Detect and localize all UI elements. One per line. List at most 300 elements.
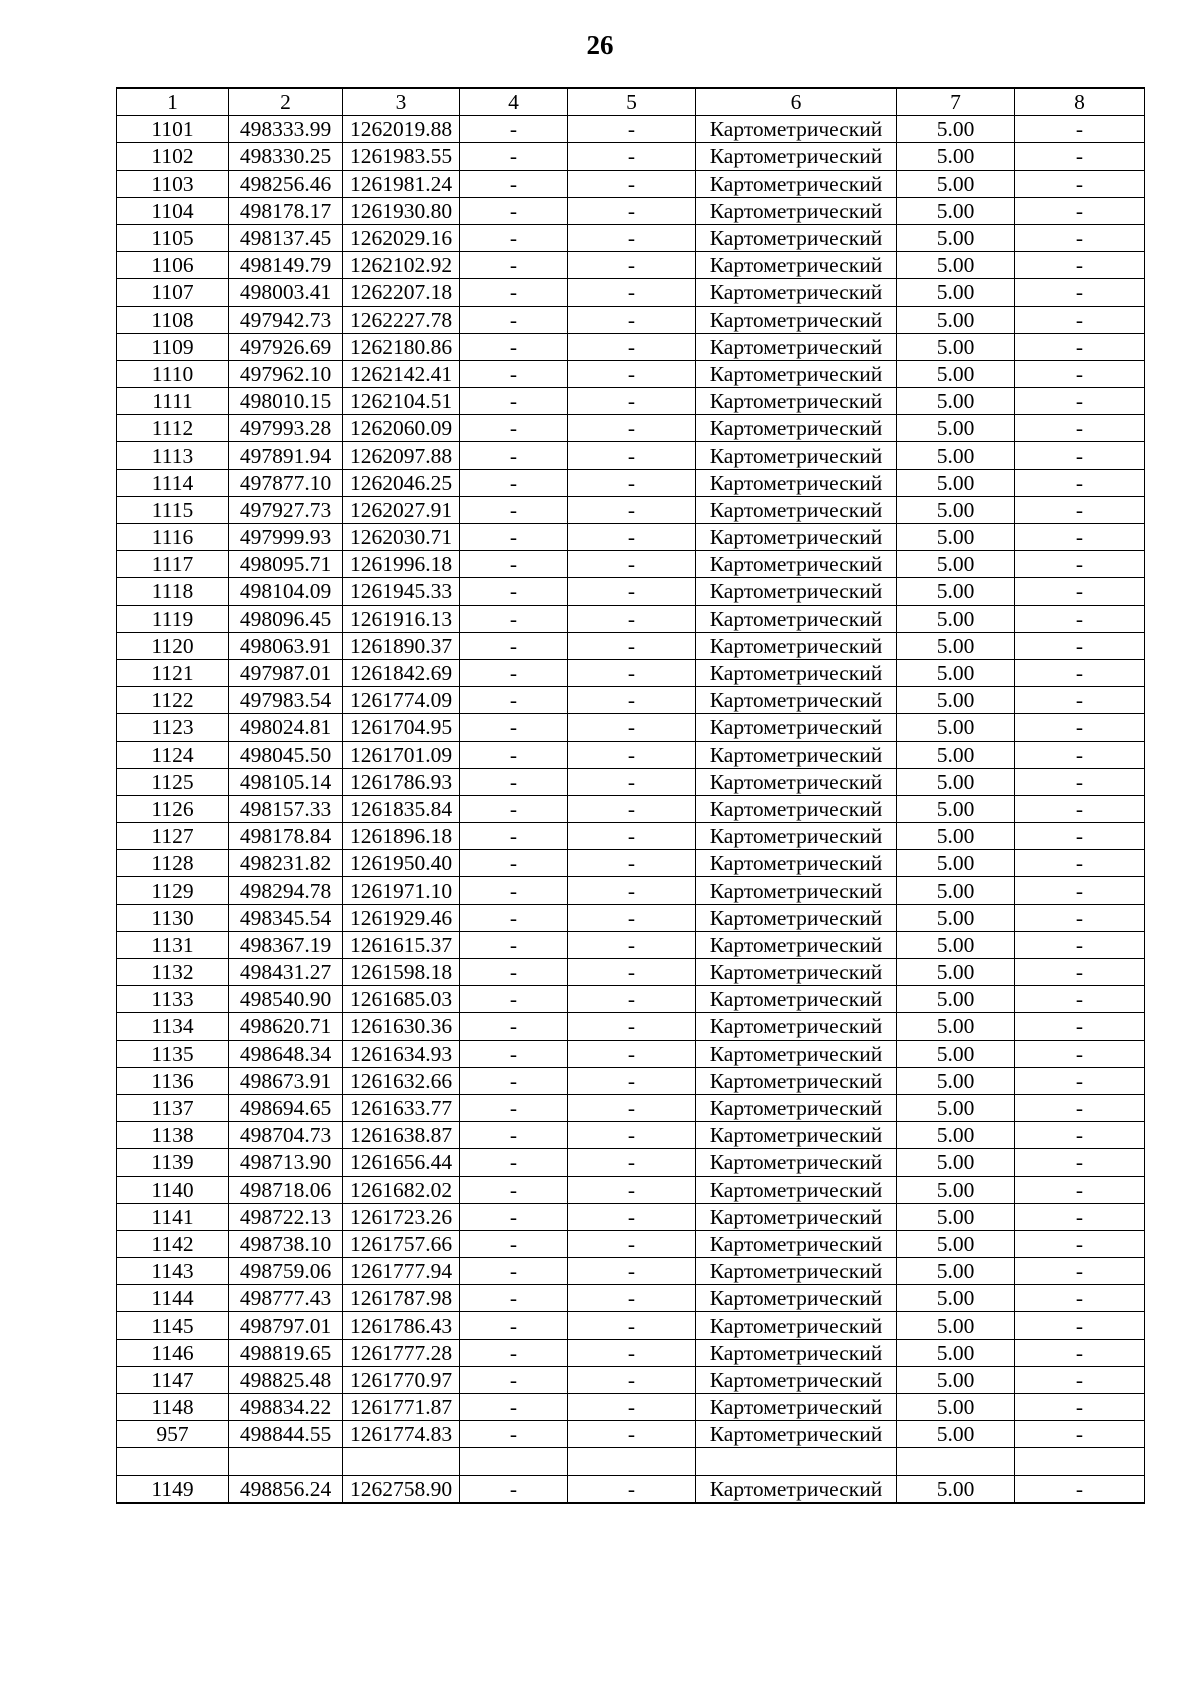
column-5-cell: -	[568, 1339, 696, 1366]
method-cell: Картометрический	[696, 959, 897, 986]
y-coordinate-cell: 1261916.13	[343, 605, 460, 632]
y-coordinate-cell: 1261632.66	[343, 1067, 460, 1094]
column-header: 2	[229, 88, 343, 116]
point-number-cell: 1102	[117, 143, 229, 170]
column-4-cell: -	[460, 687, 568, 714]
page-number: 26	[586, 30, 614, 60]
point-number-cell: 1120	[117, 632, 229, 659]
accuracy-cell: 5.00	[897, 306, 1015, 333]
accuracy-cell: 5.00	[897, 959, 1015, 986]
column-4-cell: -	[460, 768, 568, 795]
point-number-cell: 1142	[117, 1230, 229, 1257]
x-coordinate-cell: 497877.10	[229, 469, 343, 496]
column-4-cell: -	[460, 823, 568, 850]
accuracy-cell: 5.00	[897, 469, 1015, 496]
column-8-cell: -	[1015, 959, 1145, 986]
table-row	[117, 1285, 1145, 1312]
column-4-cell: -	[460, 1040, 568, 1067]
table-row	[117, 496, 1145, 523]
table-row	[117, 768, 1145, 795]
method-cell: Картометрический	[696, 904, 897, 931]
point-number-cell: 1108	[117, 306, 229, 333]
y-coordinate-cell: 1262097.88	[343, 442, 460, 469]
x-coordinate-cell: 498738.10	[229, 1230, 343, 1257]
accuracy-cell: 5.00	[897, 986, 1015, 1013]
column-5-cell: -	[568, 1421, 696, 1448]
method-cell: Картометрический	[696, 279, 897, 306]
x-coordinate-cell: 497987.01	[229, 659, 343, 686]
column-5-cell: -	[568, 850, 696, 877]
accuracy-cell: 5.00	[897, 252, 1015, 279]
column-5-cell: -	[568, 904, 696, 931]
column-5-cell: -	[568, 306, 696, 333]
column-8-cell: -	[1015, 1258, 1145, 1285]
table-body	[117, 116, 1145, 1503]
column-8-cell: -	[1015, 306, 1145, 333]
y-coordinate-cell: 1261835.84	[343, 795, 460, 822]
column-4-cell: -	[460, 1258, 568, 1285]
point-number-cell: 1121	[117, 659, 229, 686]
table-row	[117, 360, 1145, 387]
method-cell: Картометрический	[696, 1176, 897, 1203]
method-cell: Картометрический	[696, 524, 897, 551]
accuracy-cell: 5.00	[897, 388, 1015, 415]
column-5-cell: -	[568, 170, 696, 197]
method-cell: Картометрический	[696, 469, 897, 496]
table-row	[117, 469, 1145, 496]
accuracy-cell: 5.00	[897, 415, 1015, 442]
x-coordinate-cell: 498367.19	[229, 931, 343, 958]
point-number-cell: 1140	[117, 1176, 229, 1203]
x-coordinate-cell: 498825.48	[229, 1366, 343, 1393]
y-coordinate-cell: 1262207.18	[343, 279, 460, 306]
column-5-cell: -	[568, 116, 696, 143]
x-coordinate-cell: 497983.54	[229, 687, 343, 714]
table-row	[117, 1013, 1145, 1040]
column-4-cell: -	[460, 959, 568, 986]
column-5-cell: -	[568, 1122, 696, 1149]
x-coordinate-cell: 498137.45	[229, 224, 343, 251]
column-4-cell: -	[460, 1013, 568, 1040]
table-row	[117, 877, 1145, 904]
column-5-cell: -	[568, 1013, 696, 1040]
accuracy-cell: 5.00	[897, 1421, 1015, 1448]
column-8-cell: -	[1015, 1094, 1145, 1121]
method-cell: Картометрический	[696, 1366, 897, 1393]
point-number-cell: 1123	[117, 714, 229, 741]
column-4-cell: -	[460, 659, 568, 686]
x-coordinate-cell: 498704.73	[229, 1122, 343, 1149]
x-coordinate-cell: 497993.28	[229, 415, 343, 442]
y-coordinate-cell: 1261777.28	[343, 1339, 460, 1366]
column-5-cell: -	[568, 877, 696, 904]
y-coordinate-cell: 1262027.91	[343, 496, 460, 523]
column-8-cell: -	[1015, 714, 1145, 741]
column-5-cell: -	[568, 388, 696, 415]
column-8-cell	[1015, 1448, 1145, 1475]
method-cell: Картометрический	[696, 306, 897, 333]
point-number-cell: 1106	[117, 252, 229, 279]
method-cell: Картометрический	[696, 333, 897, 360]
method-cell: Картометрический	[696, 442, 897, 469]
column-4-cell: -	[460, 578, 568, 605]
column-4-cell: -	[460, 632, 568, 659]
column-5-cell: -	[568, 415, 696, 442]
y-coordinate-cell: 1261950.40	[343, 850, 460, 877]
accuracy-cell: 5.00	[897, 850, 1015, 877]
y-coordinate-cell: 1261930.80	[343, 197, 460, 224]
point-number-cell	[117, 1448, 229, 1475]
x-coordinate-cell: 498431.27	[229, 959, 343, 986]
accuracy-cell: 5.00	[897, 659, 1015, 686]
column-4-cell: -	[460, 197, 568, 224]
x-coordinate-cell: 498844.55	[229, 1421, 343, 1448]
point-number-cell: 1101	[117, 116, 229, 143]
accuracy-cell: 5.00	[897, 795, 1015, 822]
table-row	[117, 1122, 1145, 1149]
y-coordinate-cell: 1261638.87	[343, 1122, 460, 1149]
column-4-cell: -	[460, 442, 568, 469]
table-row	[117, 904, 1145, 931]
accuracy-cell: 5.00	[897, 1094, 1015, 1121]
method-cell: Картометрический	[696, 823, 897, 850]
point-number-cell: 1143	[117, 1258, 229, 1285]
y-coordinate-cell: 1261786.43	[343, 1312, 460, 1339]
column-5-cell: -	[568, 741, 696, 768]
column-5-cell: -	[568, 524, 696, 551]
column-5-cell: -	[568, 496, 696, 523]
x-coordinate-cell: 498096.45	[229, 605, 343, 632]
column-4-cell: -	[460, 1122, 568, 1149]
x-coordinate-cell: 497962.10	[229, 360, 343, 387]
accuracy-cell: 5.00	[897, 1176, 1015, 1203]
accuracy-cell: 5.00	[897, 1040, 1015, 1067]
accuracy-cell: 5.00	[897, 496, 1015, 523]
column-4-cell: -	[460, 1475, 568, 1503]
column-8-cell: -	[1015, 877, 1145, 904]
method-cell: Картометрический	[696, 551, 897, 578]
table-row	[117, 170, 1145, 197]
method-cell: Картометрический	[696, 1475, 897, 1503]
x-coordinate-cell: 498694.65	[229, 1094, 343, 1121]
method-cell: Картометрический	[696, 1230, 897, 1257]
column-8-cell: -	[1015, 1475, 1145, 1503]
y-coordinate-cell: 1262758.90	[343, 1475, 460, 1503]
accuracy-cell: 5.00	[897, 143, 1015, 170]
accuracy-cell: 5.00	[897, 741, 1015, 768]
column-4-cell: -	[460, 877, 568, 904]
x-coordinate-cell: 497927.73	[229, 496, 343, 523]
y-coordinate-cell: 1262030.71	[343, 524, 460, 551]
point-number-cell: 1113	[117, 442, 229, 469]
column-8-cell: -	[1015, 469, 1145, 496]
accuracy-cell: 5.00	[897, 877, 1015, 904]
accuracy-cell: 5.00	[897, 714, 1015, 741]
column-header: 7	[897, 88, 1015, 116]
y-coordinate-cell: 1261633.77	[343, 1094, 460, 1121]
point-number-cell: 1136	[117, 1067, 229, 1094]
method-cell: Картометрический	[696, 795, 897, 822]
column-4-cell: -	[460, 714, 568, 741]
point-number-cell: 1122	[117, 687, 229, 714]
table-header-row	[117, 88, 1145, 116]
y-coordinate-cell: 1261723.26	[343, 1203, 460, 1230]
y-coordinate-cell: 1261774.09	[343, 687, 460, 714]
accuracy-cell: 5.00	[897, 224, 1015, 251]
column-8-cell: -	[1015, 1366, 1145, 1393]
accuracy-cell: 5.00	[897, 1122, 1015, 1149]
column-8-cell: -	[1015, 170, 1145, 197]
column-8-cell: -	[1015, 1203, 1145, 1230]
x-coordinate-cell: 498673.91	[229, 1067, 343, 1094]
x-coordinate-cell: 498045.50	[229, 741, 343, 768]
y-coordinate-cell: 1261787.98	[343, 1285, 460, 1312]
table-row	[117, 1176, 1145, 1203]
y-coordinate-cell: 1261929.46	[343, 904, 460, 931]
column-4-cell	[460, 1448, 568, 1475]
method-cell: Картометрический	[696, 1312, 897, 1339]
accuracy-cell: 5.00	[897, 360, 1015, 387]
table-row	[117, 605, 1145, 632]
y-coordinate-cell: 1262029.16	[343, 224, 460, 251]
point-number-cell: 1144	[117, 1285, 229, 1312]
method-cell: Картометрический	[696, 741, 897, 768]
x-coordinate-cell: 498256.46	[229, 170, 343, 197]
column-4-cell: -	[460, 1312, 568, 1339]
x-coordinate-cell: 498178.17	[229, 197, 343, 224]
column-8-cell: -	[1015, 1067, 1145, 1094]
x-coordinate-cell: 498105.14	[229, 768, 343, 795]
column-8-cell: -	[1015, 1312, 1145, 1339]
method-cell: Картометрический	[696, 1149, 897, 1176]
x-coordinate-cell: 498713.90	[229, 1149, 343, 1176]
y-coordinate-cell: 1261890.37	[343, 632, 460, 659]
method-cell: Картометрический	[696, 252, 897, 279]
point-number-cell: 1129	[117, 877, 229, 904]
method-cell: Картометрический	[696, 1285, 897, 1312]
accuracy-cell: 5.00	[897, 551, 1015, 578]
column-5-cell: -	[568, 659, 696, 686]
x-coordinate-cell: 498648.34	[229, 1040, 343, 1067]
accuracy-cell: 5.00	[897, 1339, 1015, 1366]
column-8-cell: -	[1015, 116, 1145, 143]
column-8-cell: -	[1015, 605, 1145, 632]
accuracy-cell: 5.00	[897, 170, 1015, 197]
column-5-cell: -	[568, 1176, 696, 1203]
accuracy-cell: 5.00	[897, 524, 1015, 551]
column-4-cell: -	[460, 1230, 568, 1257]
method-cell: Картометрический	[696, 1394, 897, 1421]
x-coordinate-cell: 497999.93	[229, 524, 343, 551]
y-coordinate-cell: 1262180.86	[343, 333, 460, 360]
point-number-cell: 1125	[117, 768, 229, 795]
point-number-cell: 1141	[117, 1203, 229, 1230]
method-cell: Картометрический	[696, 1040, 897, 1067]
column-5-cell: -	[568, 1258, 696, 1285]
table-row	[117, 524, 1145, 551]
column-5-cell: -	[568, 632, 696, 659]
accuracy-cell: 5.00	[897, 197, 1015, 224]
column-8-cell: -	[1015, 279, 1145, 306]
column-5-cell: -	[568, 279, 696, 306]
column-4-cell: -	[460, 360, 568, 387]
accuracy-cell: 5.00	[897, 768, 1015, 795]
method-cell: Картометрический	[696, 1339, 897, 1366]
y-coordinate-cell: 1261701.09	[343, 741, 460, 768]
column-8-cell: -	[1015, 1176, 1145, 1203]
table-row	[117, 1258, 1145, 1285]
x-coordinate-cell	[229, 1448, 343, 1475]
table-row	[117, 1203, 1145, 1230]
method-cell: Картометрический	[696, 1421, 897, 1448]
column-5-cell: -	[568, 333, 696, 360]
y-coordinate-cell: 1261598.18	[343, 959, 460, 986]
table-row	[117, 1230, 1145, 1257]
accuracy-cell: 5.00	[897, 116, 1015, 143]
point-number-cell: 1107	[117, 279, 229, 306]
column-4-cell: -	[460, 986, 568, 1013]
point-number-cell: 1131	[117, 931, 229, 958]
y-coordinate-cell: 1261757.66	[343, 1230, 460, 1257]
point-number-cell: 1149	[117, 1475, 229, 1503]
table-row	[117, 1312, 1145, 1339]
table-row	[117, 116, 1145, 143]
point-number-cell: 1145	[117, 1312, 229, 1339]
column-5-cell: -	[568, 959, 696, 986]
column-8-cell: -	[1015, 551, 1145, 578]
point-number-cell: 1133	[117, 986, 229, 1013]
column-4-cell: -	[460, 1094, 568, 1121]
x-coordinate-cell: 498345.54	[229, 904, 343, 931]
method-cell: Картометрический	[696, 632, 897, 659]
column-header: 6	[696, 88, 897, 116]
method-cell: Картометрический	[696, 1122, 897, 1149]
method-cell: Картометрический	[696, 116, 897, 143]
column-5-cell: -	[568, 197, 696, 224]
point-number-cell: 1104	[117, 197, 229, 224]
y-coordinate-cell: 1261996.18	[343, 551, 460, 578]
table-row	[117, 632, 1145, 659]
point-number-cell: 1119	[117, 605, 229, 632]
accuracy-cell: 5.00	[897, 333, 1015, 360]
table-row	[117, 1339, 1145, 1366]
point-number-cell: 1112	[117, 415, 229, 442]
column-8-cell: -	[1015, 197, 1145, 224]
table-row	[117, 659, 1145, 686]
column-5-cell: -	[568, 442, 696, 469]
accuracy-cell: 5.00	[897, 442, 1015, 469]
column-4-cell: -	[460, 143, 568, 170]
column-8-cell: -	[1015, 904, 1145, 931]
column-4-cell: -	[460, 469, 568, 496]
accuracy-cell: 5.00	[897, 1230, 1015, 1257]
column-5-cell: -	[568, 143, 696, 170]
column-5-cell: -	[568, 469, 696, 496]
method-cell: Картометрический	[696, 388, 897, 415]
accuracy-cell: 5.00	[897, 1312, 1015, 1339]
point-number-cell: 1111	[117, 388, 229, 415]
point-number-cell: 957	[117, 1421, 229, 1448]
column-5-cell: -	[568, 795, 696, 822]
column-8-cell: -	[1015, 1421, 1145, 1448]
point-number-cell: 1124	[117, 741, 229, 768]
accuracy-cell	[897, 1448, 1015, 1475]
y-coordinate-cell: 1261682.02	[343, 1176, 460, 1203]
table-row	[117, 1067, 1145, 1094]
point-number-cell: 1128	[117, 850, 229, 877]
point-number-cell: 1127	[117, 823, 229, 850]
method-cell	[696, 1448, 897, 1475]
column-8-cell: -	[1015, 795, 1145, 822]
point-number-cell: 1147	[117, 1366, 229, 1393]
column-5-cell: -	[568, 224, 696, 251]
x-coordinate-cell: 498819.65	[229, 1339, 343, 1366]
table-row	[117, 687, 1145, 714]
table-row	[117, 279, 1145, 306]
column-4-cell: -	[460, 931, 568, 958]
x-coordinate-cell: 498718.06	[229, 1176, 343, 1203]
accuracy-cell: 5.00	[897, 1285, 1015, 1312]
point-number-cell: 1132	[117, 959, 229, 986]
table-row	[117, 741, 1145, 768]
method-cell: Картометрический	[696, 197, 897, 224]
accuracy-cell: 5.00	[897, 687, 1015, 714]
column-8-cell: -	[1015, 1339, 1145, 1366]
x-coordinate-cell: 497926.69	[229, 333, 343, 360]
x-coordinate-cell: 498834.22	[229, 1394, 343, 1421]
column-8-cell: -	[1015, 143, 1145, 170]
accuracy-cell: 5.00	[897, 1203, 1015, 1230]
method-cell: Картометрический	[696, 360, 897, 387]
method-cell: Картометрический	[696, 714, 897, 741]
y-coordinate-cell: 1261945.33	[343, 578, 460, 605]
column-8-cell: -	[1015, 1040, 1145, 1067]
column-5-cell: -	[568, 578, 696, 605]
method-cell: Картометрический	[696, 850, 897, 877]
column-5-cell: -	[568, 1312, 696, 1339]
point-number-cell: 1146	[117, 1339, 229, 1366]
point-number-cell: 1103	[117, 170, 229, 197]
column-4-cell: -	[460, 741, 568, 768]
column-5-cell: -	[568, 252, 696, 279]
column-4-cell: -	[460, 1285, 568, 1312]
column-8-cell: -	[1015, 333, 1145, 360]
column-8-cell: -	[1015, 1013, 1145, 1040]
x-coordinate-cell: 498797.01	[229, 1312, 343, 1339]
y-coordinate-cell: 1261630.36	[343, 1013, 460, 1040]
x-coordinate-cell: 497942.73	[229, 306, 343, 333]
table-row	[117, 959, 1145, 986]
column-4-cell: -	[460, 279, 568, 306]
table-row	[117, 714, 1145, 741]
y-coordinate-cell: 1261777.94	[343, 1258, 460, 1285]
column-8-cell: -	[1015, 850, 1145, 877]
point-number-cell: 1116	[117, 524, 229, 551]
column-4-cell: -	[460, 252, 568, 279]
column-header: 8	[1015, 88, 1145, 116]
y-coordinate-cell: 1261685.03	[343, 986, 460, 1013]
table-row	[117, 986, 1145, 1013]
column-5-cell: -	[568, 1366, 696, 1393]
column-4-cell: -	[460, 1339, 568, 1366]
column-8-cell: -	[1015, 687, 1145, 714]
column-8-cell: -	[1015, 1122, 1145, 1149]
column-4-cell: -	[460, 333, 568, 360]
table-row	[117, 224, 1145, 251]
x-coordinate-cell: 498620.71	[229, 1013, 343, 1040]
column-8-cell: -	[1015, 415, 1145, 442]
column-5-cell: -	[568, 714, 696, 741]
